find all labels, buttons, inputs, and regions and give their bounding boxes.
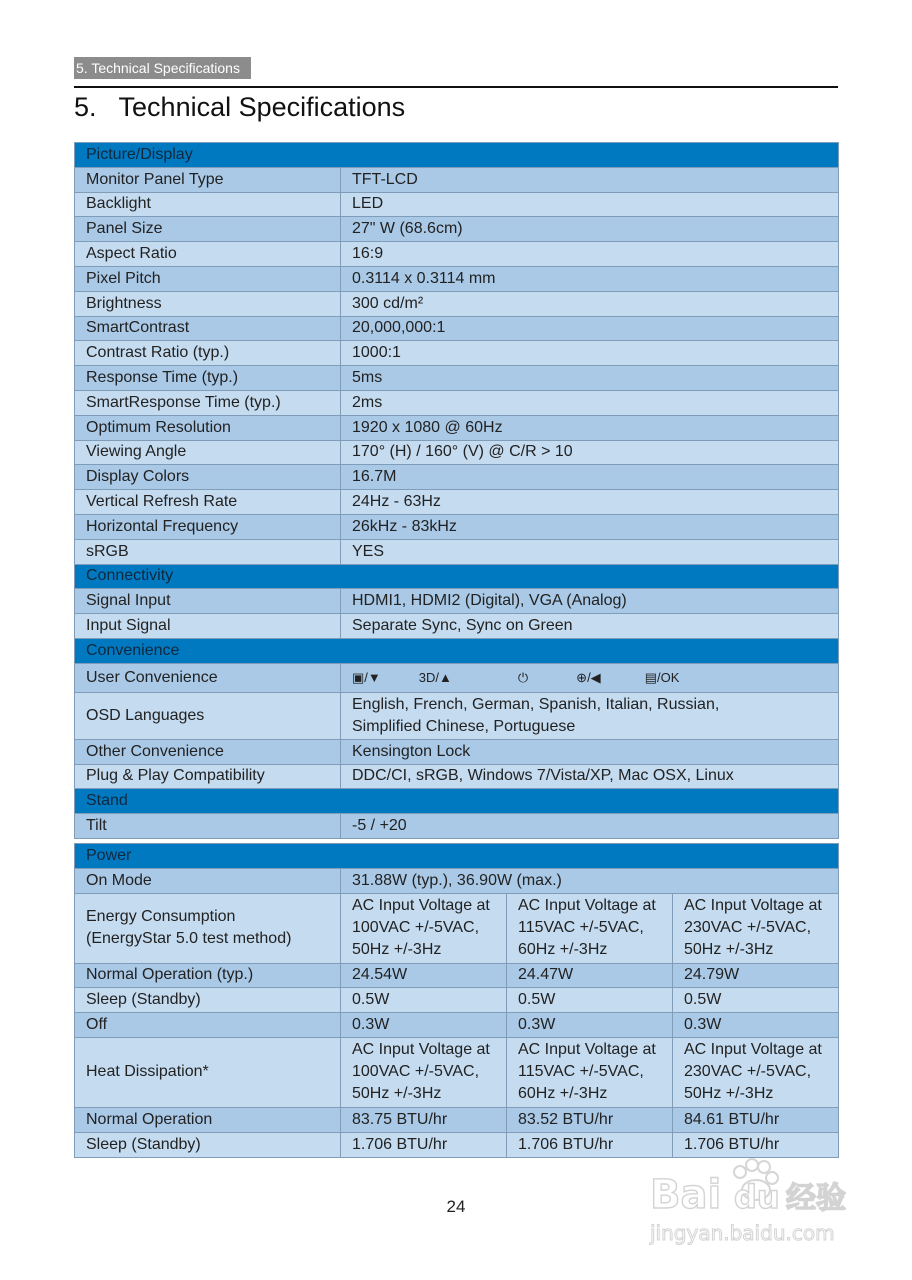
table-row [75,390,839,415]
3d-up-icon: 3D/▲ [418,669,452,685]
table-row [75,242,839,267]
table-row [75,614,839,639]
section-tag: 5. Technical Specifications [74,57,251,79]
cell-line: 60Hz +/-3Hz [518,1085,608,1103]
row-label: Brightness [75,291,341,316]
table-row [75,341,839,366]
row-value [341,663,839,692]
power-icon: ⏻ [517,669,529,685]
table-row [75,739,839,764]
table-row [75,514,839,539]
row-label: Aspect Ratio [75,242,341,267]
osd-ok-icon: ▤/OK [644,669,680,685]
section-title: Connectivity [75,564,839,589]
row-label: Tilt [75,814,341,839]
cell-line: 50Hz +/-3Hz [352,1085,442,1103]
row-value: 0.3114 x 0.3114 mm [341,266,839,291]
row-value: 0.3W [341,1013,507,1038]
svg-text:du: du [734,1178,780,1216]
row-label: sRGB [75,539,341,564]
row-value: 83.52 BTU/hr [507,1107,673,1132]
condition-cell [341,893,507,963]
cell-line: AC Input Voltage at [684,1041,822,1059]
cell-line: 60Hz +/-3Hz [518,941,608,959]
table-row [75,663,839,692]
row-label: Off [75,1013,341,1038]
row-label: Monitor Panel Type [75,167,341,192]
spec-table-main [74,142,839,839]
table-row [75,539,839,564]
cell-line: AC Input Voltage at [352,897,490,915]
row-label: SmartContrast [75,316,341,341]
row-label: Vertical Refresh Rate [75,490,341,515]
label-line: Energy Consumption [86,908,236,926]
table-row [75,440,839,465]
row-value: -5 / +20 [341,814,839,839]
row-label: Viewing Angle [75,440,341,465]
row-value [341,692,839,739]
section-title: Picture/Display [75,143,839,168]
page-number: 24 [446,1197,466,1216]
cell-line: 230VAC +/-5VAC, [684,919,812,937]
row-value: 83.75 BTU/hr [341,1107,507,1132]
label-line: (EnergyStar 5.0 test method) [86,930,292,948]
row-value: 0.3W [507,1013,673,1038]
svg-text:jingyan.baidu.com: jingyan.baidu.com [650,1221,835,1245]
row-label: Plug & Play Compatibility [75,764,341,789]
row-value: 0.5W [507,988,673,1013]
menu-down-icon: ▣/▼ [352,669,381,685]
table-row [75,988,839,1013]
table-row [75,868,839,893]
section-header-stand [75,789,839,814]
cell-line: AC Input Voltage at [518,897,656,915]
row-label: OSD Languages [75,692,341,739]
row-label [75,893,341,963]
row-value: 170° (H) / 160° (V) @ C/R > 10 [341,440,839,465]
row-value: Separate Sync, Sync on Green [341,614,839,639]
svg-text:经验: 经验 [786,1181,846,1216]
page-title: 5. Technical Specifications [74,92,406,122]
cell-line: 100VAC +/-5VAC, [352,919,480,937]
row-value: DDC/CI, sRGB, Windows 7/Vista/XP, Mac OSX, Linux [341,764,839,789]
row-label: Other Convenience [75,739,341,764]
header-rule [74,86,838,88]
row-label: Pixel Pitch [75,266,341,291]
table-row [75,814,839,839]
row-label: Contrast Ratio (typ.) [75,341,341,366]
table-row [75,589,839,614]
row-value: 2ms [341,390,839,415]
value-line: Simplified Chinese, Portuguese [352,717,576,735]
cell-line: 100VAC +/-5VAC, [352,1063,480,1081]
table-row [75,764,839,789]
cell-line: 50Hz +/-3Hz [684,1085,774,1103]
row-label: Normal Operation [75,1107,341,1132]
row-value: 16.7M [341,465,839,490]
cell-line: 115VAC +/-5VAC, [518,919,644,937]
row-value: TFT-LCD [341,167,839,192]
section-header-power [75,844,839,869]
row-label: Response Time (typ.) [75,366,341,391]
spec-table-power [74,843,839,1158]
row-label: Optimum Resolution [75,415,341,440]
row-value: 1920 x 1080 @ 60Hz [341,415,839,440]
table-row [75,1013,839,1038]
condition-cell [507,893,673,963]
row-value: 24.79W [673,963,839,988]
row-label: Panel Size [75,217,341,242]
condition-cell [341,1037,507,1107]
row-value: HDMI1, HDMI2 (Digital), VGA (Analog) [341,589,839,614]
front-button-icons [352,666,838,690]
table-row [75,217,839,242]
table-row [75,1037,839,1107]
section-title: Stand [75,789,839,814]
row-label: On Mode [75,868,341,893]
row-value: 31.88W (typ.), 36.90W (max.) [341,868,839,893]
row-value: 5ms [341,366,839,391]
row-label: Input Signal [75,614,341,639]
cell-line: AC Input Voltage at [518,1041,656,1059]
cell-line: AC Input Voltage at [352,1041,490,1059]
row-label: User Convenience [75,663,341,692]
row-value: YES [341,539,839,564]
table-row [75,415,839,440]
row-value: 1.706 BTU/hr [673,1132,839,1157]
section-header-picture-display [75,143,839,168]
row-value: 26kHz - 83kHz [341,514,839,539]
row-value: 24.47W [507,963,673,988]
cell-line: 230VAC +/-5VAC, [684,1063,812,1081]
row-value: 1.706 BTU/hr [507,1132,673,1157]
svg-text:Bai: Bai [650,1172,722,1218]
row-label: Sleep (Standby) [75,1132,341,1157]
row-value: 1000:1 [341,341,839,366]
row-label: Horizontal Frequency [75,514,341,539]
row-value: 84.61 BTU/hr [673,1107,839,1132]
row-value: 0.5W [341,988,507,1013]
table-row [75,291,839,316]
row-value: 27" W (68.6cm) [341,217,839,242]
section-title: Power [75,844,839,869]
row-value: Kensington Lock [341,739,839,764]
row-label: Normal Operation (typ.) [75,963,341,988]
table-row [75,366,839,391]
section-title: Convenience [75,638,839,663]
row-value: 24.54W [341,963,507,988]
row-label: Signal Input [75,589,341,614]
condition-cell [673,1037,839,1107]
value-line: English, French, German, Spanish, Italian, Russian, [352,695,720,713]
row-value: 300 cd/m² [341,291,839,316]
row-label: Backlight [75,192,341,217]
row-label: Display Colors [75,465,341,490]
table-row [75,167,839,192]
cell-line: AC Input Voltage at [684,897,822,915]
row-value: 0.3W [673,1013,839,1038]
row-value: 16:9 [341,242,839,267]
table-row [75,893,839,963]
row-label: SmartResponse Time (typ.) [75,390,341,415]
table-row [75,963,839,988]
row-value: 0.5W [673,988,839,1013]
row-value: LED [341,192,839,217]
section-header-convenience [75,638,839,663]
table-row [75,465,839,490]
table-row [75,266,839,291]
section-header-connectivity [75,564,839,589]
row-value: 20,000,000:1 [341,316,839,341]
cell-line: 50Hz +/-3Hz [684,941,774,959]
condition-cell [673,893,839,963]
table-row [75,1107,839,1132]
cell-line: 50Hz +/-3Hz [352,941,442,959]
baidu-watermark-logo [648,1152,858,1247]
row-label: Heat Dissipation* [75,1037,341,1107]
row-value: 1.706 BTU/hr [341,1132,507,1157]
row-label: Sleep (Standby) [75,988,341,1013]
table-row [75,316,839,341]
table-row [75,692,839,739]
input-left-icon: ⊕/◀ [576,669,601,685]
row-value: 24Hz - 63Hz [341,490,839,515]
table-row [75,192,839,217]
table-row [75,490,839,515]
cell-line: 115VAC +/-5VAC, [518,1063,644,1081]
condition-cell [507,1037,673,1107]
